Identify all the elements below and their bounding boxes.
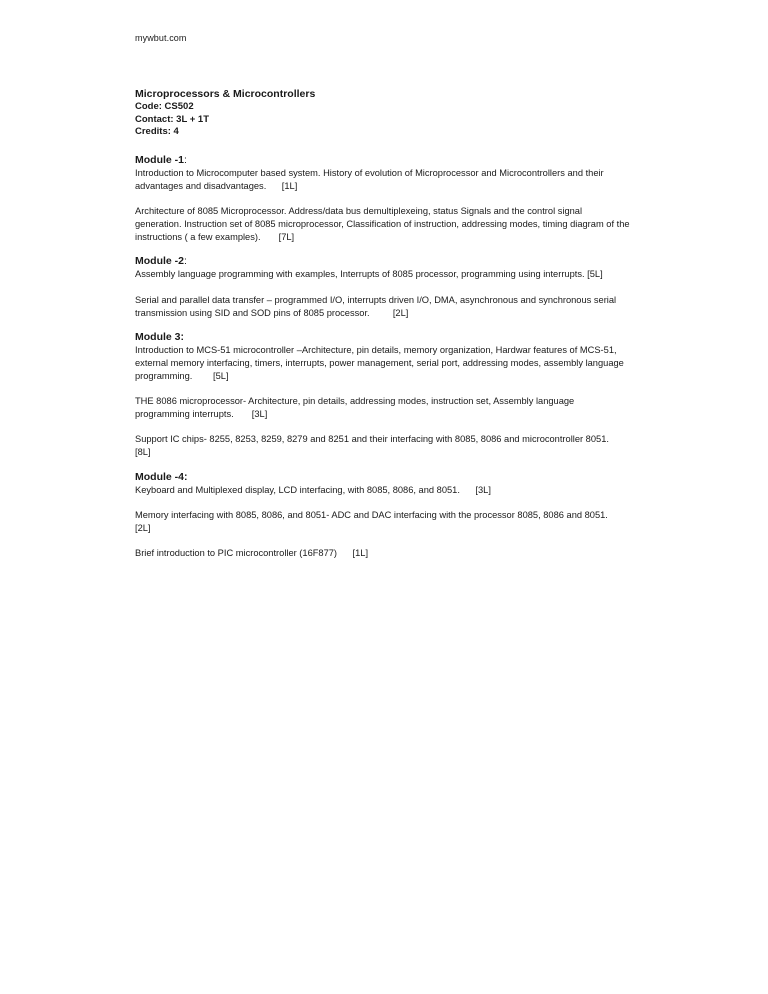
syllabus-content	[135, 154, 633, 560]
module-paragraph: Serial and parallel data transfer – programmed I/O, interrupts driven I/O, DMA, asynchronous and synchronous serial transmission using SID and SOD pins of 8085 processor. [2L]	[135, 294, 619, 318]
course-contact: Contact: 3L + 1T	[135, 113, 209, 125]
module-4	[135, 471, 630, 560]
module-paragraph: THE 8086 microprocessor- Architecture, pin details, addressing modes, instruction set, Assembly language programming interrupts. [3L]	[135, 396, 577, 420]
module-heading	[135, 154, 630, 167]
module-2	[135, 255, 630, 319]
module-heading	[135, 331, 630, 344]
site-name: mywbut.com	[135, 33, 187, 43]
module-heading	[135, 471, 630, 484]
module-paragraph: Architecture of 8085 Microprocessor. Address/data bus demultiplexeing, status Signals and the control signal generation. Instruction set of 8085 microprocessor, Classification of instruction, addressing modes, timing diagram of the instructions ( a few examples). [7L]	[135, 206, 633, 242]
module-paragraph: Introduction to Microcomputer based system. History of evolution of Microprocessor and Microcontrollers and their advantages and disadvantages. [1L]	[135, 168, 607, 191]
module-heading-label: Module 3:	[135, 331, 184, 344]
course-title: Microprocessors & Microcontrollers	[135, 88, 316, 100]
module-paragraph: Assembly language programming with examples, Interrupts of 8085 processor, programming using interrupts. [5L]	[135, 269, 603, 280]
module-heading-suffix: :	[184, 154, 187, 166]
course-header	[135, 87, 630, 139]
module-paragraph: Brief introduction to PIC microcontroller (16F877) [1L]	[135, 548, 369, 559]
module-paragraph: Support IC chips- 8255, 8253, 8259, 8279 and 8251 and their interfacing with 8085, 8086 and microcontroller 8051. [8L]	[135, 434, 628, 458]
module-heading	[135, 255, 630, 268]
module-3	[135, 331, 630, 459]
course-code: Code: CS502	[135, 101, 194, 112]
module-paragraph: Introduction to MCS-51 microcontroller –Architecture, pin details, memory organization, Hardwar features of MCS-51, external memory interfacing, timers, interrupts, power management, serial port, addressing modes, assembly language programming. [5L]	[135, 345, 627, 381]
module-paragraph: Keyboard and Multiplexed display, LCD interfacing, with 8085, 8086, and 8051. [3L]	[135, 484, 491, 495]
module-heading-label: Module -4:	[135, 470, 188, 483]
module-heading-label: Module -1	[135, 154, 184, 166]
course-credits: Credits: 4	[135, 126, 179, 137]
module-1	[135, 154, 633, 243]
module-heading-suffix: :	[184, 255, 187, 268]
module-paragraph: Memory interfacing with 8085, 8086, and 8051- ADC and DAC interfacing with the processor 8085, 8086 and 8051. [2L]	[135, 510, 621, 534]
module-heading-label: Module -2	[135, 255, 184, 268]
